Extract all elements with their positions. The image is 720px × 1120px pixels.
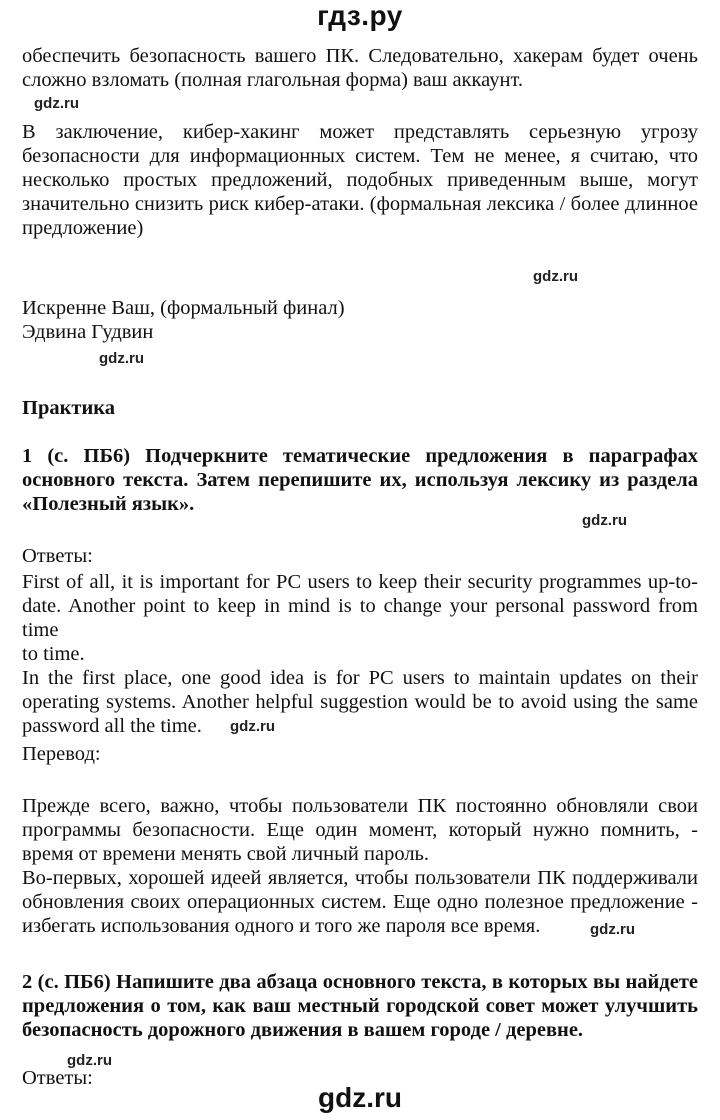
watermark: gdz.ru	[533, 268, 578, 285]
practice-heading-text: Практика	[22, 397, 116, 419]
text-line: В заключение, кибер-хакинг может представлять серьезную угрозу	[22, 121, 698, 143]
text-line: Прежде всего, важно, чтобы пользователи ПК постоянно обновляли свои	[22, 795, 698, 817]
practice-heading	[22, 396, 698, 420]
text-line: несколько простых предложений, подобных приведенным выше, могут	[22, 169, 698, 191]
text-line: основного текста. Затем перепишите их, используя лексику из раздела	[22, 469, 698, 491]
text-line: значительно снизить риск кибер-атаки. (формальная лексика / более длинное	[22, 193, 698, 215]
task-1-translation-label	[22, 742, 698, 766]
task-1-answers-text	[22, 570, 698, 738]
text-line: предложения о том, как ваш местный городской совет может улучшить	[22, 995, 698, 1017]
task-2-prompt	[22, 970, 698, 1042]
task-1-prompt	[22, 444, 698, 516]
watermark: gdz.ru	[230, 718, 275, 735]
intro-paragraph	[22, 44, 698, 92]
text-line: In the first place, one good idea is for PC users to maintain updates on their	[22, 667, 698, 689]
text-line: предложение)	[22, 217, 144, 239]
watermark: gdz.ru	[99, 350, 144, 367]
text-line: operating systems. Another helpful suggestion would be to avoid using the same	[22, 691, 698, 713]
watermark: gdz.ru	[582, 512, 627, 529]
text-line: безопасность дорожного движения в вашем городе / деревне.	[22, 1019, 584, 1041]
text-line: избегать использования одного и того же пароля все время.	[22, 915, 541, 937]
watermark: gdz.ru	[67, 1052, 112, 1069]
site-header-title: гдз.ру	[317, 0, 403, 31]
closing-line: Искренне Ваш, (формальный финал)	[22, 297, 345, 319]
text-line: время от времени менять свой личный пароль.	[22, 843, 430, 865]
text-line: First of all, it is important for PC users to keep their security programmes up-to-	[22, 571, 698, 593]
text-line: date. Another point to keep in mind is to change your personal password from time	[22, 595, 698, 641]
text-line: 2 (с. ПБ6) Напишите два абзаца основного текста, в которых вы найдете	[22, 971, 698, 993]
closing-block	[22, 296, 698, 344]
translation-label-text: Перевод:	[22, 743, 101, 765]
conclusion-paragraph	[22, 120, 698, 240]
task-1-answers-label	[22, 544, 698, 568]
watermark: gdz.ru	[34, 95, 79, 112]
task-1-translation-text	[22, 794, 698, 938]
text-line: обеспечить безопасность вашего ПК. Следовательно, хакерам будет очень	[22, 45, 698, 67]
text-line: Во-первых, хорошей идеей является, чтобы пользователи ПК поддерживали	[22, 867, 698, 889]
text-line: password all the time.	[22, 715, 202, 737]
site-footer-logo: gdz.ru	[318, 1082, 402, 1113]
text-line: сложно взломать (полная глагольная форма) ваш аккаунт.	[22, 69, 523, 91]
text-line: 1 (с. ПБ6) Подчеркните тематические предложения в параграфах	[22, 445, 698, 467]
answers-label-text: Ответы:	[22, 1067, 93, 1089]
signature-name: Эдвина Гудвин	[22, 321, 154, 343]
text-line: «Полезный язык».	[22, 493, 195, 515]
text-line: to time.	[22, 643, 85, 665]
text-line: безопасности для информационных систем. Тем не менее, я считаю, что	[22, 145, 698, 167]
answers-label-text: Ответы:	[22, 545, 93, 567]
watermark: gdz.ru	[590, 921, 635, 938]
text-line: программы безопасности. Еще один момент, который нужно помнить, -	[22, 819, 698, 841]
text-line: обновления своих операционных систем. Еще одно полезное предложение -	[22, 891, 698, 913]
